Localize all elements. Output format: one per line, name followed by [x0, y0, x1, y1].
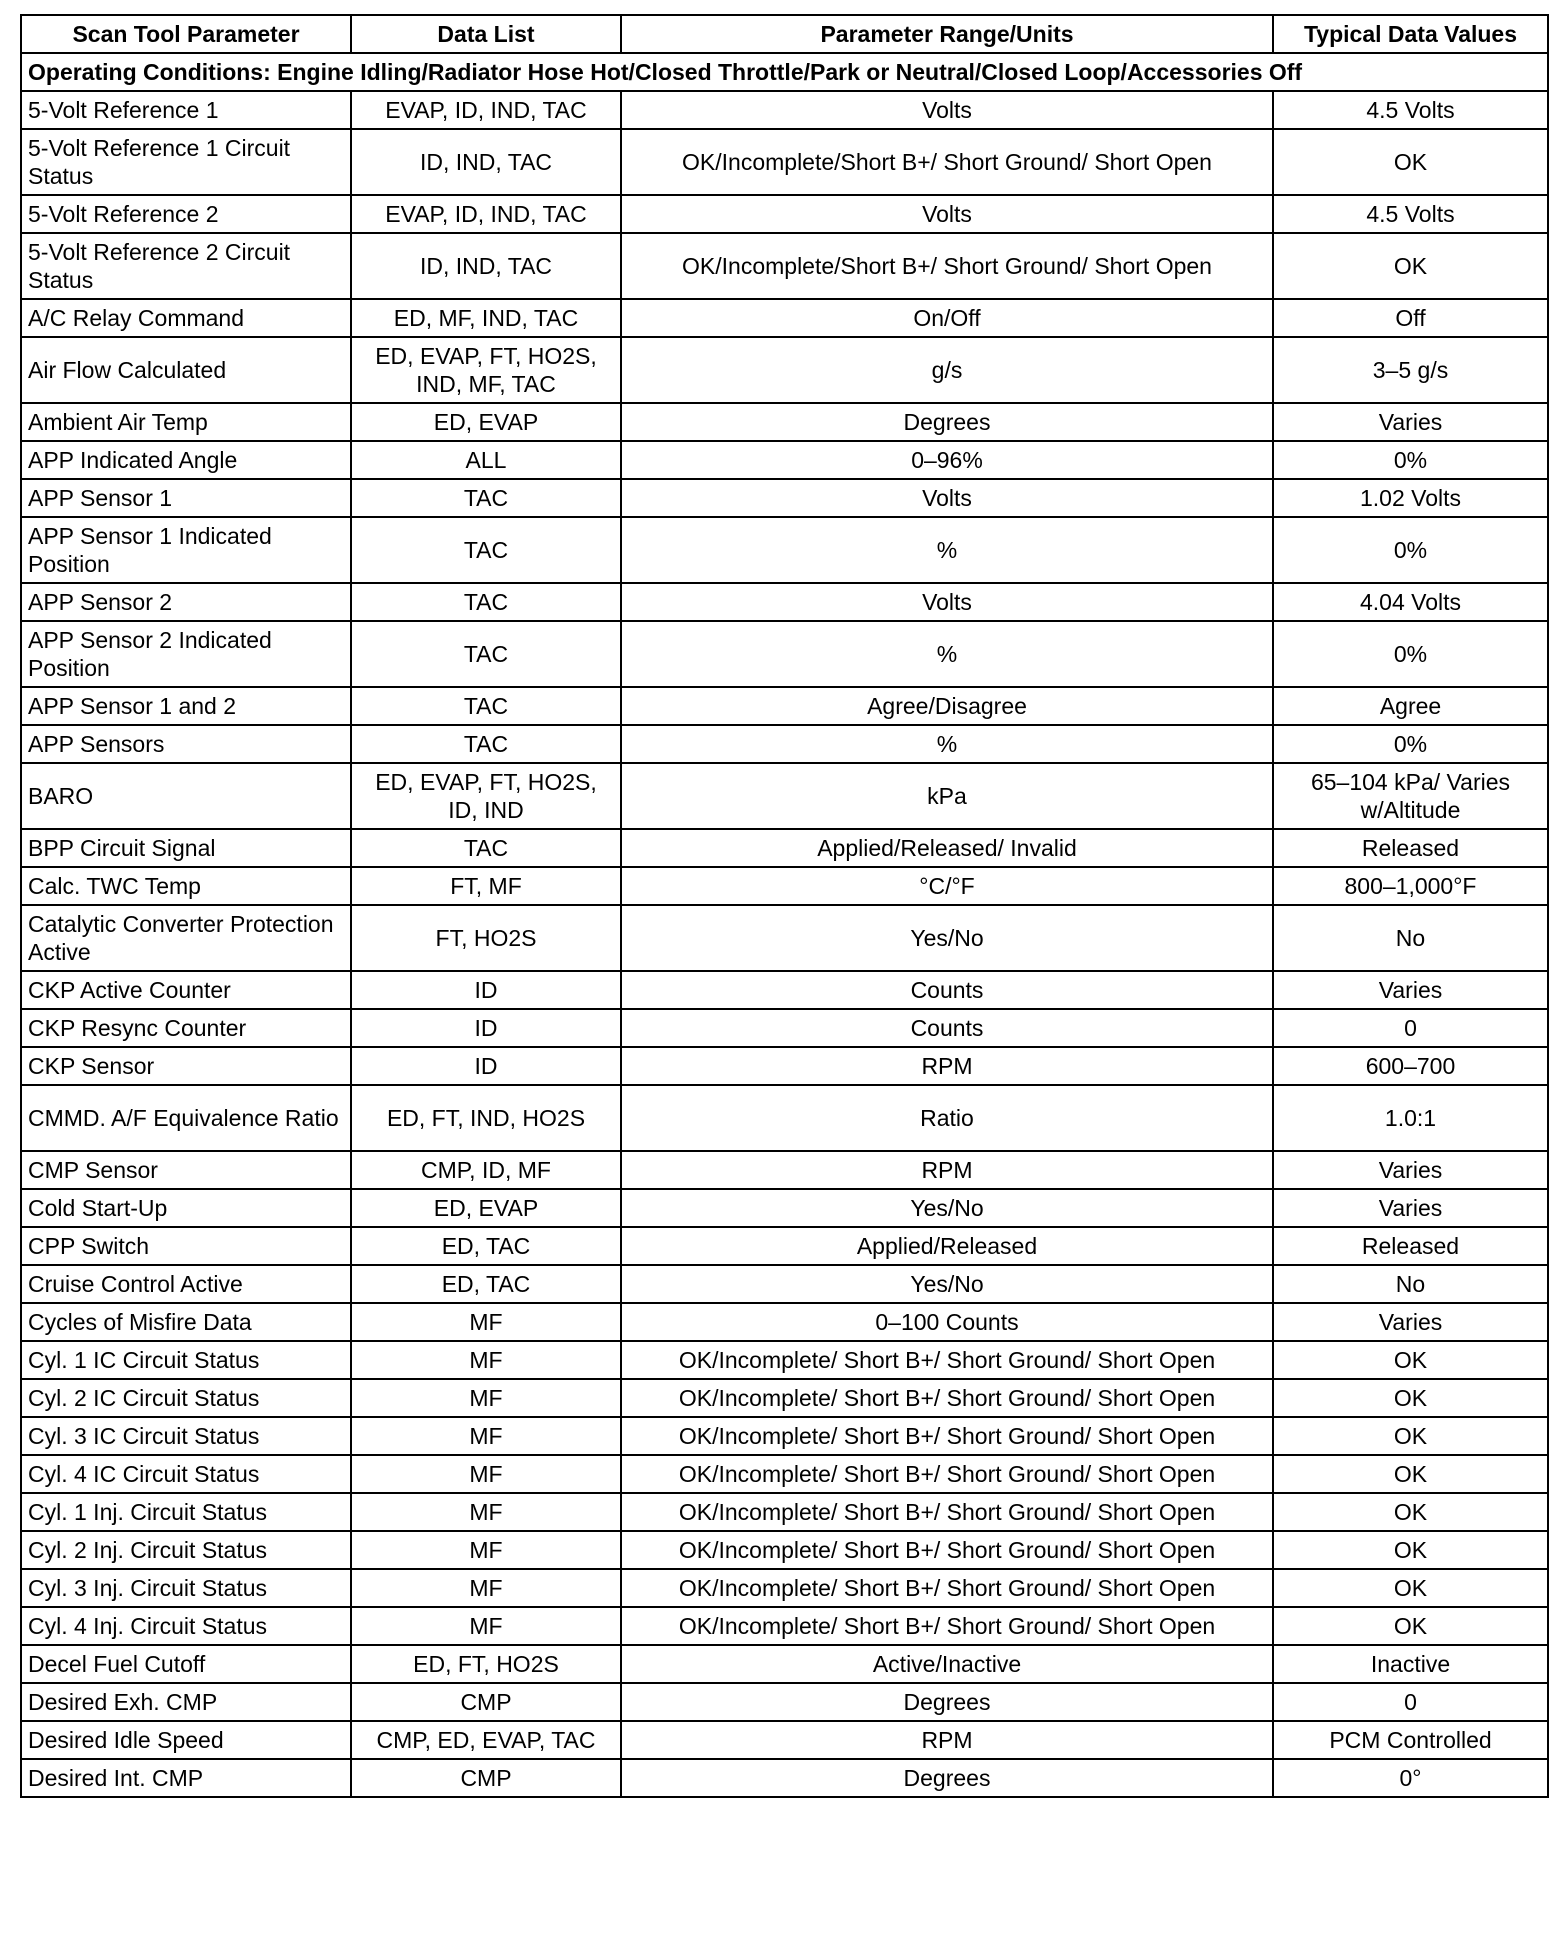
range-units-cell: On/Off: [621, 299, 1273, 337]
range-units-cell: OK/Incomplete/ Short B+/ Short Ground/ Short Open: [621, 1569, 1273, 1607]
range-units-cell: Yes/No: [621, 905, 1273, 971]
table-row: [21, 905, 1548, 971]
range-units-cell: %: [621, 517, 1273, 583]
typical-value-cell: OK: [1273, 233, 1548, 299]
typical-value-cell: Varies: [1273, 1151, 1548, 1189]
typical-value-cell: OK: [1273, 1531, 1548, 1569]
parameter-cell: APP Sensor 1 and 2: [21, 687, 351, 725]
typical-value-cell: Agree: [1273, 687, 1548, 725]
parameter-cell: CKP Resync Counter: [21, 1009, 351, 1047]
data-list-cell: CMP: [351, 1759, 621, 1797]
parameter-cell: CPP Switch: [21, 1227, 351, 1265]
typical-value-cell: Inactive: [1273, 1645, 1548, 1683]
typical-value-cell: 0°: [1273, 1759, 1548, 1797]
data-list-cell: TAC: [351, 829, 621, 867]
range-units-cell: Degrees: [621, 1759, 1273, 1797]
typical-value-cell: OK: [1273, 1607, 1548, 1645]
range-units-cell: Agree/Disagree: [621, 687, 1273, 725]
typical-value-cell: No: [1273, 1265, 1548, 1303]
range-units-cell: Yes/No: [621, 1265, 1273, 1303]
table-row: [21, 867, 1548, 905]
data-list-cell: ALL: [351, 441, 621, 479]
parameter-cell: 5-Volt Reference 1: [21, 91, 351, 129]
typical-value-cell: No: [1273, 905, 1548, 971]
typical-value-cell: 3–5 g/s: [1273, 337, 1548, 403]
parameter-cell: Cyl. 4 Inj. Circuit Status: [21, 1607, 351, 1645]
range-units-cell: Counts: [621, 1009, 1273, 1047]
parameter-cell: Decel Fuel Cutoff: [21, 1645, 351, 1683]
range-units-cell: Yes/No: [621, 1189, 1273, 1227]
range-units-cell: 0–96%: [621, 441, 1273, 479]
parameter-cell: APP Sensors: [21, 725, 351, 763]
table-row: [21, 1569, 1548, 1607]
data-list-cell: ID: [351, 1047, 621, 1085]
parameter-cell: Cold Start-Up: [21, 1189, 351, 1227]
range-units-cell: Volts: [621, 195, 1273, 233]
parameter-cell: Cyl. 3 IC Circuit Status: [21, 1417, 351, 1455]
parameter-cell: APP Sensor 2: [21, 583, 351, 621]
range-units-cell: RPM: [621, 1721, 1273, 1759]
range-units-cell: OK/Incomplete/ Short B+/ Short Ground/ Short Open: [621, 1531, 1273, 1569]
table-row: [21, 403, 1548, 441]
table-row: [21, 479, 1548, 517]
parameter-cell: Cyl. 1 IC Circuit Status: [21, 1341, 351, 1379]
table-row: [21, 91, 1548, 129]
table-row: [21, 1227, 1548, 1265]
typical-value-cell: OK: [1273, 1455, 1548, 1493]
table-row: [21, 687, 1548, 725]
table-row: [21, 763, 1548, 829]
parameter-cell: Cyl. 2 IC Circuit Status: [21, 1379, 351, 1417]
range-units-cell: Applied/Released: [621, 1227, 1273, 1265]
table-row: [21, 1189, 1548, 1227]
typical-value-cell: 1.0:1: [1273, 1085, 1548, 1151]
table-row: [21, 1379, 1548, 1417]
table-row: [21, 195, 1548, 233]
data-list-cell: MF: [351, 1455, 621, 1493]
parameter-cell: CKP Sensor: [21, 1047, 351, 1085]
range-units-cell: g/s: [621, 337, 1273, 403]
range-units-cell: kPa: [621, 763, 1273, 829]
range-units-cell: %: [621, 621, 1273, 687]
typical-value-cell: Varies: [1273, 1189, 1548, 1227]
range-units-cell: OK/Incomplete/Short B+/ Short Ground/ Short Open: [621, 129, 1273, 195]
data-list-cell: MF: [351, 1493, 621, 1531]
parameter-cell: APP Indicated Angle: [21, 441, 351, 479]
table-row: [21, 725, 1548, 763]
table-row: [21, 1417, 1548, 1455]
data-list-cell: TAC: [351, 621, 621, 687]
data-list-cell: EVAP, ID, IND, TAC: [351, 91, 621, 129]
table-row: [21, 583, 1548, 621]
typical-value-cell: 0%: [1273, 621, 1548, 687]
typical-value-cell: 0%: [1273, 725, 1548, 763]
data-list-cell: ID, IND, TAC: [351, 129, 621, 195]
data-list-cell: CMP, ID, MF: [351, 1151, 621, 1189]
data-list-cell: ED, TAC: [351, 1227, 621, 1265]
header-range-units: Parameter Range/Units: [621, 15, 1273, 53]
range-units-cell: OK/Incomplete/ Short B+/ Short Ground/ Short Open: [621, 1607, 1273, 1645]
parameter-cell: Cyl. 4 IC Circuit Status: [21, 1455, 351, 1493]
data-list-cell: EVAP, ID, IND, TAC: [351, 195, 621, 233]
range-units-cell: OK/Incomplete/ Short B+/ Short Ground/ Short Open: [621, 1455, 1273, 1493]
range-units-cell: OK/Incomplete/ Short B+/ Short Ground/ Short Open: [621, 1379, 1273, 1417]
range-units-cell: RPM: [621, 1047, 1273, 1085]
data-list-cell: MF: [351, 1341, 621, 1379]
typical-value-cell: 800–1,000°F: [1273, 867, 1548, 905]
range-units-cell: Degrees: [621, 403, 1273, 441]
typical-value-cell: OK: [1273, 129, 1548, 195]
typical-value-cell: Released: [1273, 829, 1548, 867]
parameter-cell: A/C Relay Command: [21, 299, 351, 337]
data-list-cell: CMP: [351, 1683, 621, 1721]
table-row: [21, 1607, 1548, 1645]
table-row: [21, 517, 1548, 583]
range-units-cell: Active/Inactive: [621, 1645, 1273, 1683]
range-units-cell: Degrees: [621, 1683, 1273, 1721]
data-list-cell: CMP, ED, EVAP, TAC: [351, 1721, 621, 1759]
typical-value-cell: Varies: [1273, 971, 1548, 1009]
data-list-cell: MF: [351, 1303, 621, 1341]
data-list-cell: ED, TAC: [351, 1265, 621, 1303]
data-list-cell: MF: [351, 1531, 621, 1569]
typical-value-cell: OK: [1273, 1379, 1548, 1417]
table-row: [21, 1759, 1548, 1797]
typical-value-cell: OK: [1273, 1569, 1548, 1607]
data-list-cell: MF: [351, 1417, 621, 1455]
range-units-cell: Volts: [621, 583, 1273, 621]
typical-value-cell: Varies: [1273, 1303, 1548, 1341]
parameter-cell: Cyl. 3 Inj. Circuit Status: [21, 1569, 351, 1607]
table-row: [21, 1721, 1548, 1759]
range-units-cell: OK/Incomplete/ Short B+/ Short Ground/ Short Open: [621, 1493, 1273, 1531]
typical-value-cell: Off: [1273, 299, 1548, 337]
range-units-cell: Applied/Released/ Invalid: [621, 829, 1273, 867]
typical-value-cell: 0%: [1273, 441, 1548, 479]
header-data-list: Data List: [351, 15, 621, 53]
parameter-cell: 5-Volt Reference 2: [21, 195, 351, 233]
table-row: [21, 1151, 1548, 1189]
header-parameter: Scan Tool Parameter: [21, 15, 351, 53]
parameter-cell: Ambient Air Temp: [21, 403, 351, 441]
table-row: [21, 621, 1548, 687]
parameter-cell: Air Flow Calculated: [21, 337, 351, 403]
table-row: [21, 1683, 1548, 1721]
data-list-cell: TAC: [351, 517, 621, 583]
parameter-cell: APP Sensor 1 Indicated Position: [21, 517, 351, 583]
parameter-cell: Desired Exh. CMP: [21, 1683, 351, 1721]
parameter-cell: APP Sensor 2 Indicated Position: [21, 621, 351, 687]
parameter-cell: BARO: [21, 763, 351, 829]
range-units-cell: RPM: [621, 1151, 1273, 1189]
parameter-cell: Cruise Control Active: [21, 1265, 351, 1303]
data-list-cell: MF: [351, 1569, 621, 1607]
data-list-cell: TAC: [351, 725, 621, 763]
typical-value-cell: OK: [1273, 1493, 1548, 1531]
parameter-cell: Desired Idle Speed: [21, 1721, 351, 1759]
header-row: [21, 15, 1548, 53]
data-list-cell: TAC: [351, 583, 621, 621]
range-units-cell: Ratio: [621, 1085, 1273, 1151]
table-row: [21, 1341, 1548, 1379]
table-row: [21, 971, 1548, 1009]
data-list-cell: ID: [351, 1009, 621, 1047]
parameter-cell: Desired Int. CMP: [21, 1759, 351, 1797]
table-row: [21, 441, 1548, 479]
range-units-cell: Counts: [621, 971, 1273, 1009]
range-units-cell: Volts: [621, 91, 1273, 129]
data-list-cell: MF: [351, 1607, 621, 1645]
operating-conditions-row: [21, 53, 1548, 91]
typical-value-cell: 0%: [1273, 517, 1548, 583]
data-list-cell: ED, EVAP, FT, HO2S, IND, MF, TAC: [351, 337, 621, 403]
table-row: [21, 1493, 1548, 1531]
table-row: [21, 1047, 1548, 1085]
typical-value-cell: Varies: [1273, 403, 1548, 441]
table-row: [21, 1645, 1548, 1683]
typical-value-cell: 0: [1273, 1683, 1548, 1721]
data-list-cell: TAC: [351, 479, 621, 517]
scan-tool-data-table: [20, 14, 1549, 1798]
data-list-cell: ID, IND, TAC: [351, 233, 621, 299]
table-row: [21, 129, 1548, 195]
range-units-cell: OK/Incomplete/ Short B+/ Short Ground/ Short Open: [621, 1417, 1273, 1455]
parameter-cell: 5-Volt Reference 2 Circuit Status: [21, 233, 351, 299]
typical-value-cell: 4.5 Volts: [1273, 91, 1548, 129]
parameter-cell: BPP Circuit Signal: [21, 829, 351, 867]
typical-value-cell: 4.04 Volts: [1273, 583, 1548, 621]
parameter-cell: Cycles of Misfire Data: [21, 1303, 351, 1341]
data-list-cell: ED, EVAP, FT, HO2S, ID, IND: [351, 763, 621, 829]
table-row: [21, 1531, 1548, 1569]
header-typical-values: Typical Data Values: [1273, 15, 1548, 53]
typical-value-cell: 4.5 Volts: [1273, 195, 1548, 233]
typical-value-cell: OK: [1273, 1341, 1548, 1379]
parameter-cell: Cyl. 1 Inj. Circuit Status: [21, 1493, 351, 1531]
data-list-cell: ED, EVAP: [351, 1189, 621, 1227]
data-list-cell: FT, HO2S: [351, 905, 621, 971]
parameter-cell: 5-Volt Reference 1 Circuit Status: [21, 129, 351, 195]
data-list-cell: ED, FT, HO2S: [351, 1645, 621, 1683]
typical-value-cell: PCM Controlled: [1273, 1721, 1548, 1759]
range-units-cell: %: [621, 725, 1273, 763]
data-list-cell: ID: [351, 971, 621, 1009]
range-units-cell: OK/Incomplete/Short B+/ Short Ground/ Short Open: [621, 233, 1273, 299]
parameter-cell: CMMD. A/F Equivalence Ratio: [21, 1085, 351, 1151]
parameter-cell: Catalytic Converter Protection Active: [21, 905, 351, 971]
range-units-cell: Volts: [621, 479, 1273, 517]
typical-value-cell: 600–700: [1273, 1047, 1548, 1085]
parameter-cell: CMP Sensor: [21, 1151, 351, 1189]
table-row: [21, 1085, 1548, 1151]
table-row: [21, 1303, 1548, 1341]
table-row: [21, 1455, 1548, 1493]
table-row: [21, 299, 1548, 337]
data-list-cell: ED, MF, IND, TAC: [351, 299, 621, 337]
table-row: [21, 1265, 1548, 1303]
parameter-cell: APP Sensor 1: [21, 479, 351, 517]
data-list-cell: ED, EVAP: [351, 403, 621, 441]
typical-value-cell: 65–104 kPa/ Varies w/Altitude: [1273, 763, 1548, 829]
table-row: [21, 1009, 1548, 1047]
range-units-cell: OK/Incomplete/ Short B+/ Short Ground/ Short Open: [621, 1341, 1273, 1379]
table-row: [21, 829, 1548, 867]
parameter-cell: CKP Active Counter: [21, 971, 351, 1009]
typical-value-cell: OK: [1273, 1417, 1548, 1455]
operating-conditions: Operating Conditions: Engine Idling/Radiator Hose Hot/Closed Throttle/Park or Neutral/Closed Loop/Accessories Off: [21, 53, 1548, 91]
typical-value-cell: Released: [1273, 1227, 1548, 1265]
data-list-cell: FT, MF: [351, 867, 621, 905]
data-list-cell: MF: [351, 1379, 621, 1417]
parameter-cell: Calc. TWC Temp: [21, 867, 351, 905]
table-row: [21, 337, 1548, 403]
table-row: [21, 233, 1548, 299]
range-units-cell: °C/°F: [621, 867, 1273, 905]
typical-value-cell: 1.02 Volts: [1273, 479, 1548, 517]
range-units-cell: 0–100 Counts: [621, 1303, 1273, 1341]
data-list-cell: ED, FT, IND, HO2S: [351, 1085, 621, 1151]
data-list-cell: TAC: [351, 687, 621, 725]
parameter-cell: Cyl. 2 Inj. Circuit Status: [21, 1531, 351, 1569]
typical-value-cell: 0: [1273, 1009, 1548, 1047]
